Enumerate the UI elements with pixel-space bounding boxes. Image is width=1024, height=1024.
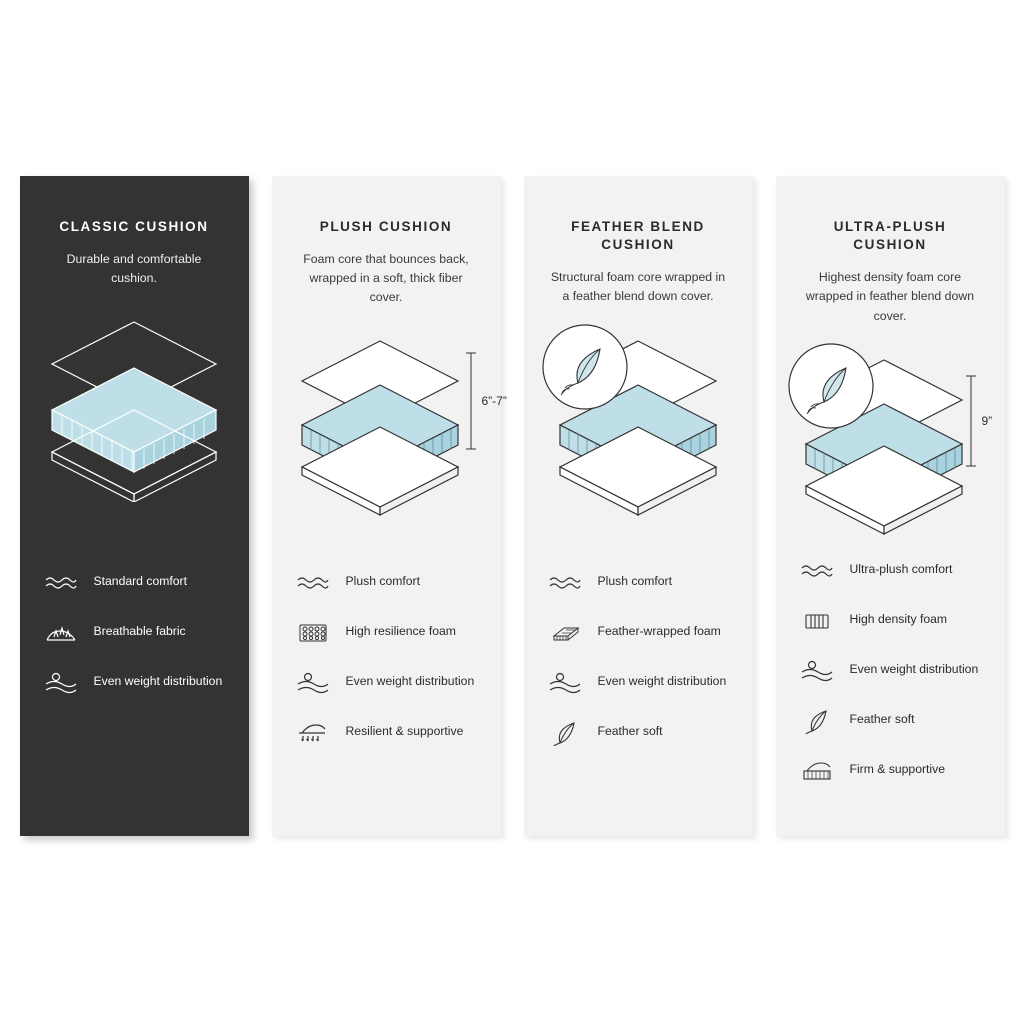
- cushion-layers-illustration: [272, 321, 507, 521]
- feature-list: [20, 568, 249, 718]
- feature-label: Even weight distribution: [849, 662, 979, 676]
- card-plush-cushion[interactable]: [272, 176, 507, 836]
- feature-item: [294, 618, 479, 652]
- breathable-fabric-icon: [42, 618, 80, 648]
- honeycomb-foam-icon: [294, 618, 332, 648]
- dimension-label: 9”: [981, 413, 993, 428]
- firm-supportive-icon: [798, 756, 836, 786]
- feature-item: [294, 718, 479, 752]
- card-feather-blend-cushion[interactable]: [524, 176, 753, 836]
- feather-callout-icon: [789, 344, 873, 428]
- feature-list: [272, 568, 501, 768]
- wave-lines-icon: [798, 556, 836, 586]
- feature-label: Even weight distribution: [597, 674, 727, 688]
- feather-wrapped-foam-icon: [546, 618, 584, 648]
- feature-item: [42, 668, 227, 702]
- dimension-marker: [965, 374, 993, 468]
- cushion-layers-illustration: [20, 302, 249, 502]
- card-ultra-plush-cushion[interactable]: [776, 176, 1005, 836]
- card-title: PLUSH CUSHION: [319, 219, 453, 234]
- wave-lines-icon: [546, 568, 584, 598]
- wave-lines-icon: [42, 568, 80, 598]
- weight-distribution-icon: [42, 668, 80, 698]
- feature-label: Ultra-plush comfort: [849, 562, 953, 576]
- card-description: Durable and comfortable cushion.: [66, 252, 202, 286]
- card-description: Structural foam core wrapped in a feather blend down cover.: [550, 270, 726, 304]
- feature-label: Feather-wrapped foam: [597, 624, 721, 638]
- dimension-marker: [465, 351, 507, 451]
- feature-item: [546, 668, 731, 702]
- feature-list: [776, 556, 1005, 806]
- feature-item: [798, 656, 983, 690]
- wave-lines-icon: [294, 568, 332, 598]
- feature-item: [42, 618, 227, 652]
- feature-item: [798, 706, 983, 740]
- card-title: FEATHER BLEND CUSHION: [571, 219, 705, 253]
- feather-icon: [546, 718, 584, 748]
- feature-item: [798, 556, 983, 590]
- card-description: Foam core that bounces back, wrapped in a soft, thick fiber cover.: [303, 252, 469, 305]
- card-title: CLASSIC CUSHION: [59, 219, 209, 234]
- feature-list: [524, 568, 753, 768]
- foam-core-layer: [52, 368, 216, 472]
- feature-label: High density foam: [849, 612, 948, 626]
- feature-label: Plush comfort: [345, 574, 421, 588]
- cushion-layers-illustration: [524, 321, 753, 521]
- cushion-layers-illustration: [776, 340, 1005, 540]
- card-title: ULTRA-PLUSH CUSHION: [833, 219, 947, 253]
- card-description: Highest density foam core wrapped in feather blend down cover.: [805, 270, 975, 323]
- weight-distribution-icon: [546, 668, 584, 698]
- feature-item: [546, 618, 731, 652]
- feature-label: High resilience foam: [345, 624, 456, 638]
- feather-icon: [798, 706, 836, 736]
- card-classic-cushion[interactable]: [20, 176, 249, 836]
- feature-label: Feather soft: [597, 724, 663, 738]
- high-density-foam-icon: [798, 606, 836, 636]
- dimension-label: 6”-7”: [481, 394, 507, 409]
- feature-label: Even weight distribution: [93, 674, 223, 688]
- feather-callout-icon: [543, 325, 627, 409]
- feature-label: Standard comfort: [93, 574, 187, 588]
- feature-item: [798, 756, 983, 790]
- feature-label: Plush comfort: [597, 574, 673, 588]
- feature-item: [546, 718, 731, 752]
- feature-item: [798, 606, 983, 640]
- weight-distribution-icon: [294, 668, 332, 698]
- feature-label: Feather soft: [849, 712, 915, 726]
- feature-label: Resilient & supportive: [345, 724, 464, 738]
- feature-item: [42, 568, 227, 602]
- feature-item: [294, 568, 479, 602]
- supportive-seat-icon: [294, 718, 332, 748]
- feature-label: Breathable fabric: [93, 624, 186, 638]
- feature-item: [294, 668, 479, 702]
- feature-item: [546, 568, 731, 602]
- feature-label: Firm & supportive: [849, 762, 945, 776]
- feature-label: Even weight distribution: [345, 674, 475, 688]
- weight-distribution-icon: [798, 656, 836, 686]
- cards-row: [0, 176, 1024, 836]
